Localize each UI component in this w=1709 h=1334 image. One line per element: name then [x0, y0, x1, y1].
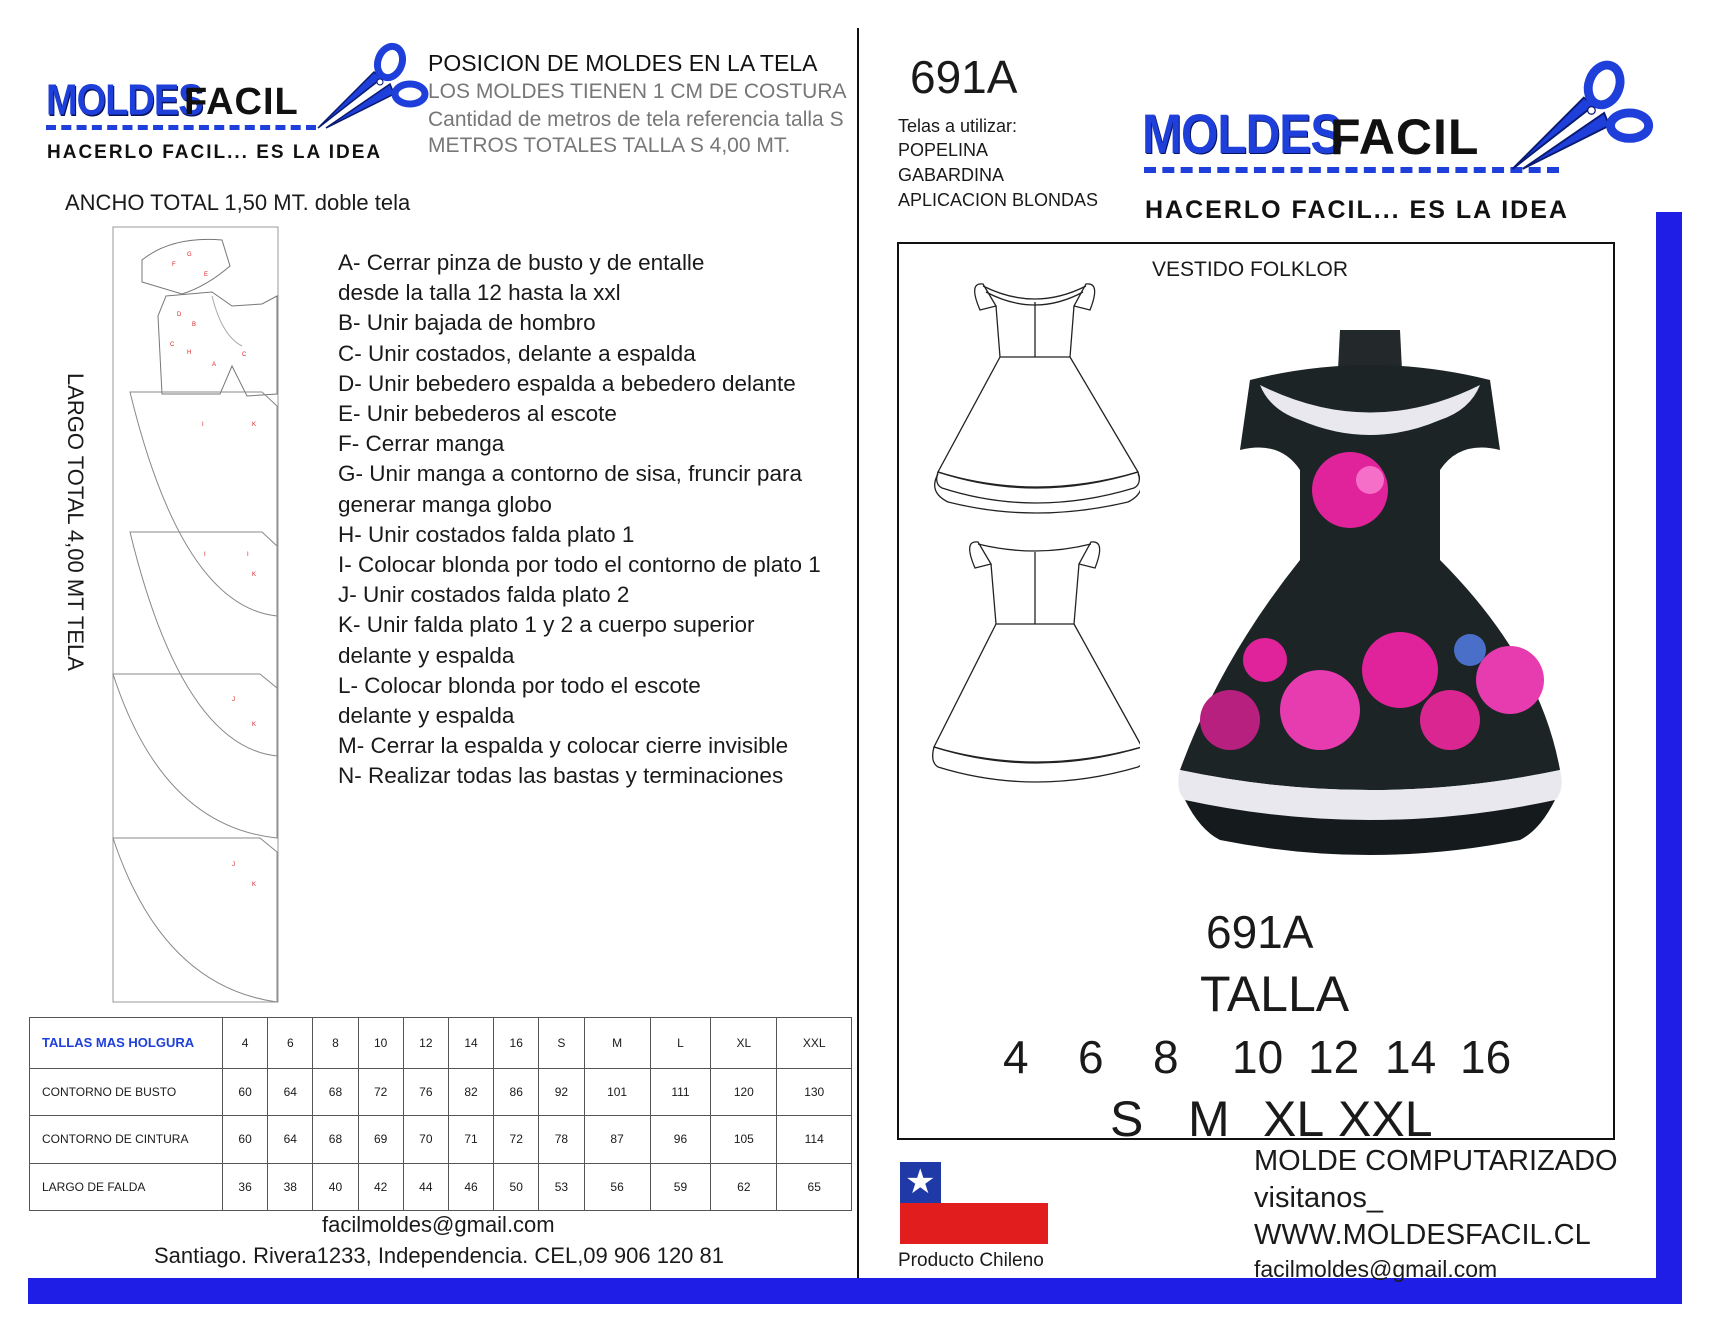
- row-label: CONTORNO DE BUSTO: [30, 1068, 223, 1115]
- size-header-cell: XXL: [777, 1018, 852, 1069]
- table-cell: 105: [711, 1116, 777, 1163]
- size-measurement-table: [29, 1017, 852, 1211]
- instruction-line: I- Colocar blonda por todo el contorno de plato 1: [338, 552, 821, 578]
- table-row: [30, 1163, 852, 1210]
- instruction-line: F- Cerrar manga: [338, 431, 505, 457]
- box-pattern-code: 691A: [1206, 906, 1314, 958]
- largo-total-label: LARGO TOTAL 4,00 MT TELA: [63, 373, 88, 671]
- size-option: M: [1188, 1091, 1230, 1147]
- dress-line-drawing: [928, 272, 1158, 792]
- svg-text:B: B: [192, 322, 197, 328]
- size-option: 4: [1003, 1031, 1029, 1083]
- row-label: LARGO DE FALDA: [30, 1163, 223, 1210]
- flag-red-band: [900, 1203, 1048, 1244]
- visit-label: visitanos_: [1254, 1182, 1383, 1214]
- logo-facil-word: FACIL: [1330, 109, 1480, 165]
- table-row: [30, 1116, 852, 1163]
- svg-text:K: K: [252, 882, 257, 888]
- table-row: [30, 1018, 852, 1069]
- logo-moldes-word: MOLDES: [1142, 104, 1342, 166]
- table-cell: 111: [650, 1068, 711, 1115]
- svg-text:K: K: [252, 422, 257, 428]
- size-header-cell: 4: [223, 1018, 268, 1069]
- size-option: 10: [1232, 1031, 1284, 1083]
- row-label: CONTORNO DE CINTURA: [30, 1116, 223, 1163]
- size-header-cell: 12: [403, 1018, 448, 1069]
- logo-moldes-word: MOLDES: [46, 76, 203, 125]
- footer-email: facilmoldes@gmail.com: [322, 1212, 555, 1237]
- svg-text:C: C: [170, 342, 175, 348]
- pattern-code: 691A: [910, 51, 1018, 103]
- table-cell: 62: [711, 1163, 777, 1210]
- center-divider: [857, 28, 859, 1304]
- table-cell: 59: [650, 1163, 711, 1210]
- svg-text:K: K: [252, 572, 257, 578]
- size-option: 14: [1385, 1031, 1437, 1083]
- product-origin-label: Producto Chileno: [898, 1250, 1044, 1271]
- table-cell: 46: [448, 1163, 493, 1210]
- svg-text:I: I: [202, 422, 204, 428]
- instruction-line: delante y espalda: [338, 642, 515, 668]
- instruction-line: K- Unir falda plato 1 y 2 a cuerpo superior: [338, 612, 755, 638]
- svg-text:E: E: [204, 272, 209, 278]
- table-cell: 60: [223, 1068, 268, 1115]
- fabric-item: POPELINA: [898, 140, 989, 160]
- table-cell: 72: [358, 1068, 403, 1115]
- table-cell: 86: [494, 1068, 539, 1115]
- svg-text:G: G: [187, 252, 192, 258]
- logo-dash-line: [46, 125, 316, 130]
- table-cell: 72: [494, 1116, 539, 1163]
- table-cell: 50: [494, 1163, 539, 1210]
- table-cell: 76: [403, 1068, 448, 1115]
- instruction-line: H- Unir costados falda plato 1: [338, 521, 635, 547]
- size-header-cell: 16: [494, 1018, 539, 1069]
- svg-text:F: F: [172, 262, 176, 268]
- dress-photo: [1140, 330, 1600, 880]
- svg-text:I: I: [204, 552, 206, 558]
- size-option: 16: [1460, 1031, 1512, 1083]
- svg-text:K: K: [252, 722, 257, 728]
- instruction-line: generar manga globo: [338, 491, 552, 517]
- svg-text:H: H: [187, 350, 192, 356]
- table-cell: 78: [539, 1116, 584, 1163]
- table-cell: 42: [358, 1163, 403, 1210]
- fabric-reference-note: Cantidad de metros de tela referencia talla S: [428, 108, 844, 131]
- size-option: XXL: [1338, 1091, 1433, 1147]
- size-header-cell: 6: [268, 1018, 313, 1069]
- garment-title: VESTIDO FOLKLOR: [1152, 258, 1349, 281]
- size-header-cell: 8: [313, 1018, 358, 1069]
- size-option: XL: [1263, 1091, 1325, 1147]
- svg-text:D: D: [177, 312, 182, 318]
- size-header-cell: L: [650, 1018, 711, 1069]
- instruction-line: N- Realizar todas las bastas y terminaciones: [338, 763, 784, 789]
- instruction-line: G- Unir manga a contorno de sisa, fruncir para: [338, 461, 802, 487]
- table-cell: 69: [358, 1116, 403, 1163]
- fabric-item: GABARDINA: [898, 165, 1005, 185]
- footer-address: Santiago. Rivera1233, Independencia. CEL,09 906 120 81: [154, 1243, 724, 1268]
- table-cell: 44: [403, 1163, 448, 1210]
- seam-note: LOS MOLDES TIENEN 1 CM DE COSTURA: [428, 80, 847, 103]
- instruction-line: E- Unir bebederos al escote: [338, 401, 617, 427]
- table-cell: 120: [711, 1068, 777, 1115]
- svg-text:J: J: [232, 697, 235, 703]
- instruction-line: A- Cerrar pinza de busto y de entalle: [338, 250, 705, 275]
- table-cell: 36: [223, 1163, 268, 1210]
- left-logo-tagline: HACERLO FACIL... ES LA IDEA: [47, 142, 383, 163]
- assembly-instructions: [338, 248, 821, 792]
- molde-computarizado: MOLDE COMPUTARIZADO: [1254, 1145, 1618, 1177]
- svg-text:I: I: [247, 552, 249, 558]
- table-cell: 87: [584, 1116, 650, 1163]
- svg-text:J: J: [232, 862, 235, 868]
- layout-title: POSICION DE MOLDES EN LA TELA: [428, 50, 818, 76]
- table-cell: 38: [268, 1163, 313, 1210]
- talla-label: TALLA: [1200, 966, 1350, 1022]
- table-row: [30, 1068, 852, 1115]
- table-cell: 68: [313, 1116, 358, 1163]
- size-table-header-label: TALLAS MAS HOLGURA: [30, 1018, 223, 1069]
- table-cell: 60: [223, 1116, 268, 1163]
- size-option: 6: [1078, 1031, 1104, 1083]
- instruction-line: J- Unir costados falda plato 2: [338, 582, 630, 608]
- size-option: S: [1110, 1091, 1144, 1147]
- table-cell: 114: [777, 1116, 852, 1163]
- size-header-cell: XL: [711, 1018, 777, 1069]
- table-cell: 71: [448, 1116, 493, 1163]
- logo-dash-line: [1144, 167, 1559, 173]
- logo-facil-word: FACIL: [184, 81, 299, 123]
- flag-star-icon: ★: [905, 1163, 936, 1201]
- instruction-line: L- Colocar blonda por todo el escote: [338, 672, 701, 698]
- table-cell: 53: [539, 1163, 584, 1210]
- website-link[interactable]: WWW.MOLDESFACIL.CL: [1254, 1219, 1591, 1251]
- ancho-total-label: ANCHO TOTAL 1,50 MT. doble tela: [65, 190, 411, 215]
- fabrics-title: Telas a utilizar:: [898, 116, 1018, 136]
- table-cell: 64: [268, 1068, 313, 1115]
- svg-text:A: A: [212, 362, 217, 368]
- scissors-icon: [312, 42, 430, 134]
- table-cell: 68: [313, 1068, 358, 1115]
- pattern-layout-diagram: [112, 226, 280, 1004]
- table-cell: 92: [539, 1068, 584, 1115]
- chile-flag-icon: [900, 1162, 1048, 1244]
- size-header-cell: S: [539, 1018, 584, 1069]
- instruction-line: desde la talla 12 hasta la xxl: [338, 280, 621, 306]
- table-cell: 82: [448, 1068, 493, 1115]
- instruction-line: M- Cerrar la espalda y colocar cierre invisible: [338, 733, 789, 759]
- instruction-line: D- Unir bebedero espalda a bebedero delante: [338, 370, 796, 396]
- size-header-cell: 10: [358, 1018, 403, 1069]
- svg-text:C: C: [242, 352, 247, 358]
- contact-email[interactable]: facilmoldes@gmail.com: [1254, 1256, 1498, 1282]
- table-cell: 70: [403, 1116, 448, 1163]
- size-header-cell: 14: [448, 1018, 493, 1069]
- table-cell: 130: [777, 1068, 852, 1115]
- table-cell: 40: [313, 1163, 358, 1210]
- instruction-line: C- Unir costados, delante a espalda: [338, 340, 696, 366]
- table-cell: 101: [584, 1068, 650, 1115]
- size-header-cell: M: [584, 1018, 650, 1069]
- right-logo-tagline: HACERLO FACIL... ES LA IDEA: [1145, 196, 1569, 224]
- table-cell: 56: [584, 1163, 650, 1210]
- table-cell: 96: [650, 1116, 711, 1163]
- scissors-icon: [1505, 58, 1655, 178]
- size-option: 12: [1308, 1031, 1360, 1083]
- total-meters-note: METROS TOTALES TALLA S 4,00 MT.: [428, 134, 791, 157]
- table-cell: 65: [777, 1163, 852, 1210]
- right-blue-bar: [1656, 212, 1682, 1304]
- instruction-line: B- Unir bajada de hombro: [338, 310, 596, 336]
- instruction-line: delante y espalda: [338, 703, 515, 729]
- fabric-item: APLICACION BLONDAS: [898, 190, 1099, 210]
- size-option: 8: [1153, 1031, 1179, 1083]
- table-cell: 64: [268, 1116, 313, 1163]
